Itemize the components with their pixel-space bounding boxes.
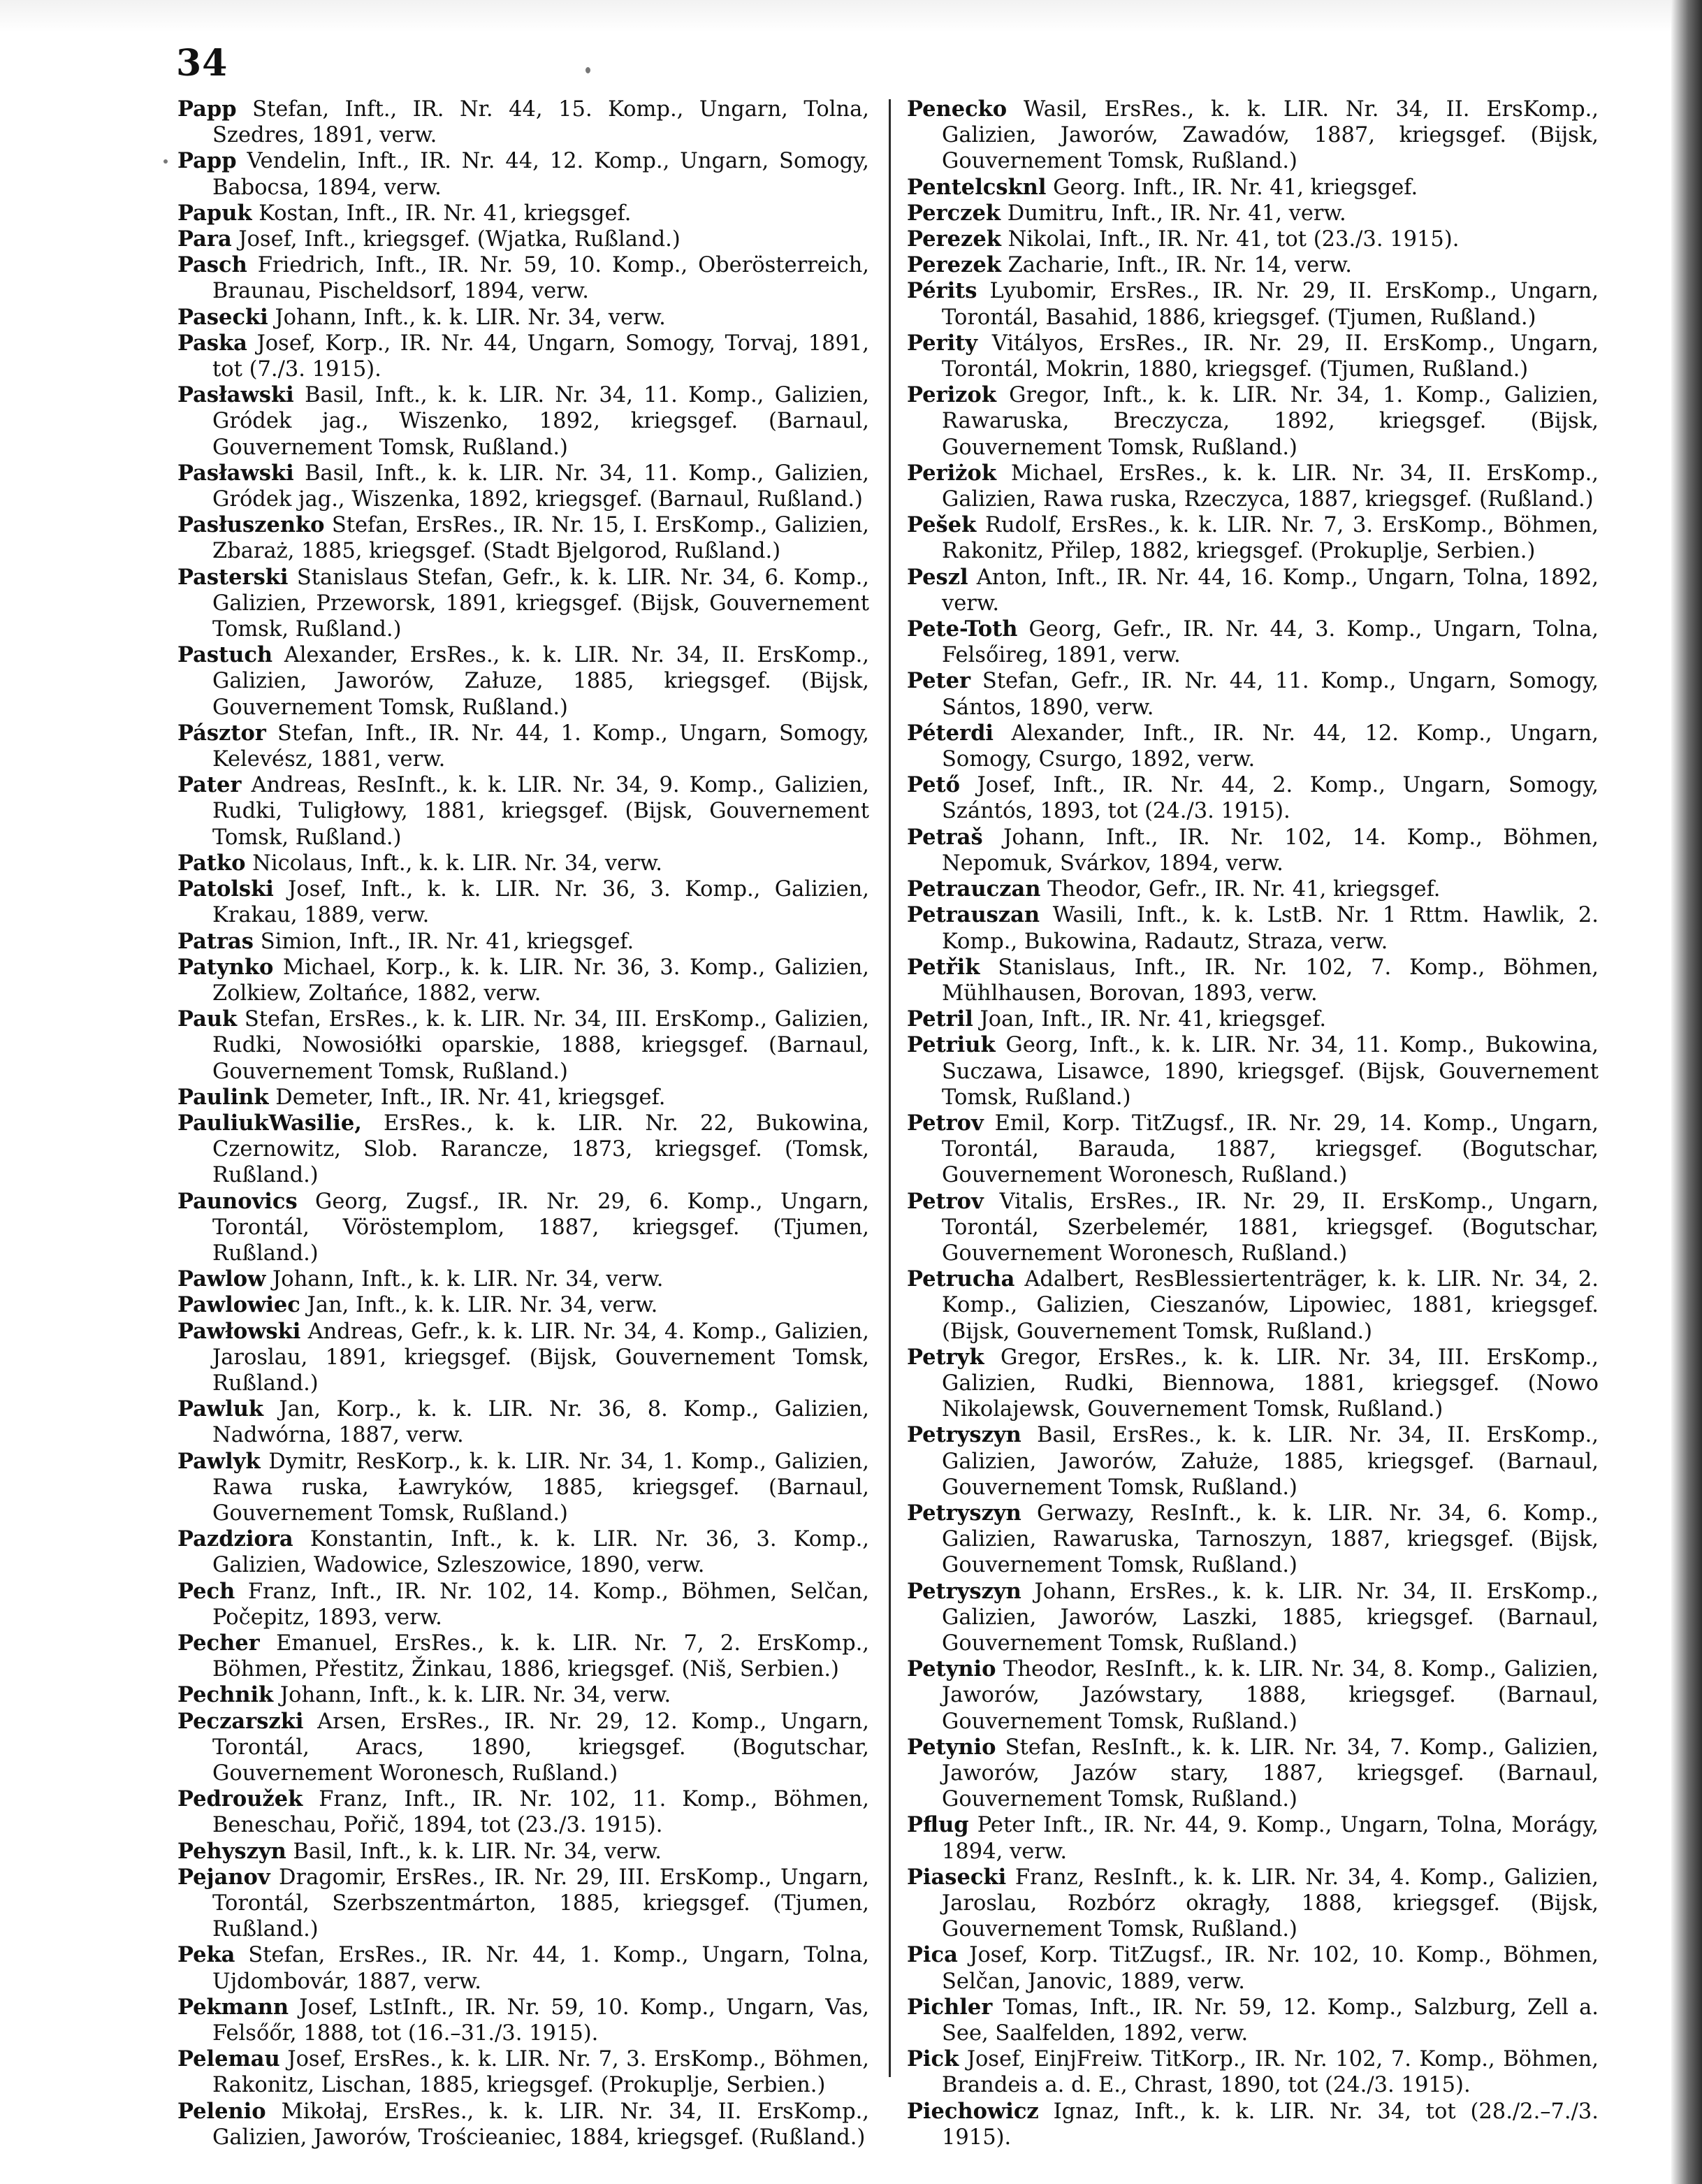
entry-details: Alexander, ErsRes., k. k. LIR. Nr. 34, II. ErsKomp., Galizien, Jaworów, Załuze, 1885, kriegsgef. (Bijsk, Gouvernement Tomsk, Rußland.): [212, 643, 869, 720]
register-entry: [907, 565, 1599, 616]
entry-details: Anton, Inft., IR. Nr. 44, 16. Komp., Ungarn, Tolna, 1892, verw.: [942, 565, 1599, 616]
register-entry: [907, 616, 1599, 668]
entry-details: Andreas, Gefr., k. k. LIR. Nr. 34, 4. Komp., Galizien, Jaroslau, 1891, kriegsgef. (Bijsk, Gouvernement Tomsk, Rußland.): [212, 1319, 869, 1396]
entry-surname: Papp: [177, 96, 237, 122]
register-entry: [177, 1682, 869, 1708]
register-entry: [177, 955, 869, 1006]
entry-details: Josef, Inft., k. k. LIR. Nr. 36, 3. Komp., Galizien, Krakau, 1889, verw.: [212, 877, 869, 928]
entry-details: Johann, Inft., k. k. LIR. Nr. 34, verw.: [279, 1683, 671, 1708]
entry-details: Johann, Inft., k. k. LIR. Nr. 34, verw.: [272, 1267, 664, 1292]
register-entry: [177, 876, 869, 928]
entry-details: Johann, Inft., IR. Nr. 102, 14. Komp., Böhmen, Nepomuk, Svárkov, 1894, verw.: [942, 825, 1599, 876]
register-entry: [177, 226, 869, 252]
entry-surname: Peter: [907, 668, 971, 694]
entry-details: Nicolaus, Inft., k. k. LIR. Nr. 34, verw.: [252, 851, 662, 876]
register-entry: [907, 1865, 1599, 1943]
register-entry: [907, 331, 1599, 382]
entry-surname: Pásztor: [177, 720, 266, 746]
entry-details: Josef, Inft., IR. Nr. 44, 2. Komp., Ungarn, Somogy, Szántós, 1893, tot (24./3. 1915).: [942, 773, 1599, 824]
register-entry: [177, 1006, 869, 1085]
register-entry: [177, 331, 869, 382]
entry-surname: Pasterski: [177, 564, 289, 590]
entry-details: Emil, Korp. TitZugsf., IR. Nr. 29, 14. Komp., Ungarn, Torontál, Barauda, 1887, kriegsgef. (Bogutschar, Gouvernement Woronesch, Rußland.): [942, 1111, 1599, 1188]
entry-surname: Patynko: [177, 954, 274, 980]
register-entry: [177, 512, 869, 564]
entry-surname: Paunovics: [177, 1188, 298, 1214]
entry-surname: Perezek: [907, 252, 1001, 278]
entry-surname: Pawłowski: [177, 1318, 301, 1344]
entry-surname: Pastuch: [177, 642, 273, 668]
register-entry: [907, 902, 1599, 954]
entry-surname: Peka: [177, 1942, 235, 1968]
register-entry: [907, 1500, 1599, 1579]
entry-details: Lyubomir, ErsRes., IR. Nr. 29, II. ErsKomp., Ungarn, Torontál, Basahid, 1886, kriegsgef. (Tjumen, Rußland.): [942, 279, 1599, 330]
register-entry: [177, 1319, 869, 1397]
entry-surname: Pawlyk: [177, 1448, 261, 1474]
entry-surname: Papuk: [177, 200, 252, 226]
entry-surname: Petynio: [907, 1734, 996, 1760]
register-entry: [907, 1032, 1599, 1111]
entry-details: Emanuel, ErsRes., k. k. LIR. Nr. 7, 2. ErsKomp., Böhmen, Přestitz, Žinkau, 1886, kriegsgef. (Niš, Serbien.): [212, 1630, 869, 1682]
scan-speck: [585, 67, 590, 73]
entry-details: Gerwazy, ResInft., k. k. LIR. Nr. 34, 6. Komp., Galizien, Rawaruska, Tarnoszyn, 1887, kriegsgef. (Bijsk, Gouvernement Tomsk, Rußland.): [942, 1500, 1599, 1578]
register-entry: [177, 1396, 869, 1448]
entry-details: Basil, ErsRes., k. k. LIR. Nr. 34, II. ErsKomp., Galizien, Jaworów, Załuże, 1885, kriegsgef. (Barnaul, Gouvernement Tomsk, Rußland.): [942, 1423, 1599, 1500]
entry-details: Josef, ErsRes., k. k. LIR. Nr. 7, 3. ErsKomp., Böhmen, Rakonitz, Lischan, 1885, kriegsgef. (Prokuplje, Serbien.): [212, 2047, 869, 2098]
register-entry: [177, 1085, 869, 1111]
register-entry: [907, 278, 1599, 330]
entry-surname: Perezek: [907, 226, 1001, 252]
entry-details: Adalbert, ResBlessiertenträger, k. k. LIR. Nr. 34, 2. Komp., Galizien, Cieszanów, Lipowiec, 1881, kriegsgef. (Bijsk, Gouvernement Tomsk, Rußland.): [942, 1267, 1599, 1344]
register-entry: [907, 1812, 1599, 1864]
entry-surname: Piechowicz: [907, 2098, 1039, 2124]
register-entry: [177, 1839, 869, 1865]
entry-details: Franz, Inft., IR. Nr. 102, 11. Komp., Böhmen, Beneschau, Pořič, 1894, tot (23./3. 1915).: [212, 1787, 869, 1838]
entry-details: Demeter, Inft., IR. Nr. 41, kriegsgef.: [275, 1085, 666, 1110]
register-entry: [177, 252, 869, 304]
entry-details: Johann, Inft., k. k. LIR. Nr. 34, verw.: [275, 305, 666, 330]
register-entry: [907, 955, 1599, 1006]
entry-surname: Petynio: [907, 1656, 996, 1682]
register-entry: [177, 96, 869, 148]
register-entry: [907, 1995, 1599, 2046]
entry-details: Stefan, Gefr., IR. Nr. 44, 11. Komp., Ungarn, Somogy, Sántos, 1890, verw.: [942, 669, 1599, 720]
register-entry: [907, 1735, 1599, 1813]
register-entry: [177, 851, 869, 876]
register-entry: [177, 642, 869, 721]
entry-details: Franz, Inft., IR. Nr. 102, 14. Komp., Böhmen, Selčan, Počepitz, 1893, verw.: [212, 1579, 870, 1630]
register-entry: [907, 1345, 1599, 1423]
entry-details: Michael, ErsRes., k. k. LIR. Nr. 34, II. ErsKomp., Galizien, Rawa ruska, Rzeczyca, 1887, kriegsgef. (Rußland.): [942, 461, 1599, 512]
entry-details: Konstantin, Inft., k. k. LIR. Nr. 36, 3. Komp., Galizien, Wadowice, Szleszowice, 1890, verw.: [212, 1527, 869, 1578]
entry-surname: Pentelcsknl: [907, 174, 1047, 200]
entry-details: Simion, Inft., IR. Nr. 41, kriegsgef.: [260, 929, 634, 954]
entry-details: Georg, Inft., k. k. LIR. Nr. 34, 11. Komp., Bukowina, Suczawa, Lisawce, 1890, kriegsgef. (Bijsk, Gouvernement Tomsk, Rußland.): [942, 1033, 1599, 1110]
entry-details: Gregor, ErsRes., k. k. LIR. Nr. 34, III. ErsKomp., Galizien, Rudki, Biennowa, 1881, kriegsgef. (Nowo Nikolajewsk, Gouvernement Tomsk, Rußland.): [942, 1345, 1599, 1422]
entry-surname: Petryszyn: [907, 1578, 1021, 1604]
entry-details: Josef, Inft., kriegsgef. (Wjatka, Rußland.): [238, 227, 681, 252]
register-entry: [177, 1579, 869, 1630]
entry-details: Andreas, ResInft., k. k. LIR. Nr. 34, 9. Komp., Galizien, Rudki, Tuligłowy, 1881, kriegsgef. (Bijsk, Gouvernement Tomsk, Rußland.): [212, 773, 869, 850]
entry-surname: Penecko: [907, 96, 1008, 122]
entry-surname: Papp: [177, 148, 237, 174]
entry-details: Georg. Inft., IR. Nr. 41, kriegsgef.: [1053, 175, 1418, 200]
entry-details: Peter Inft., IR. Nr. 44, 9. Komp., Ungarn, Tolna, Morágy, 1894, verw.: [942, 1813, 1599, 1864]
entry-surname: Petryk: [907, 1344, 984, 1370]
register-entry: [177, 1942, 869, 1994]
entry-details: Gregor, Inft., k. k. LIR. Nr. 34, 1. Komp., Galizien, Rawaruska, Breczycza, 1892, kriegsgef. (Bijsk, Gouvernement Tomsk, Rußland.): [942, 383, 1599, 460]
register-entry: [907, 876, 1599, 902]
entry-details: Jan, Korp., k. k. LIR. Nr. 36, 8. Komp., Galizien, Nadwórna, 1887, verw.: [212, 1397, 869, 1448]
entry-details: Friedrich, Inft., IR. Nr. 59, 10. Komp., Oberösterreich, Braunau, Pischeldsorf, 1894, verw.: [212, 253, 869, 304]
register-entry: [177, 201, 869, 226]
entry-details: Basil, Inft., k. k. LIR. Nr. 34, 11. Komp., Galizien, Gródek jag., Wiszenka, 1892, kriegsgef. (Barnaul, Rußland.): [212, 461, 869, 512]
register-entry: [907, 96, 1599, 175]
register-entry: [177, 1292, 869, 1318]
register-entry: [177, 148, 869, 200]
entry-surname: Pech: [177, 1578, 235, 1604]
entry-surname: Peczarszki: [177, 1708, 304, 1734]
entry-surname: Patras: [177, 928, 254, 954]
register-entry: [177, 565, 869, 643]
entry-details: Stefan, ErsRes., k. k. LIR. Nr. 34, III. ErsKomp., Galizien, Rudki, Nowosiółki oparskie, 1888, kriegsgef. (Barnaul, Gouvernement Tomsk, Rußland.): [212, 1007, 869, 1084]
register-entry: [907, 512, 1599, 564]
register-entry: [907, 1006, 1599, 1032]
register-entry: [177, 382, 869, 461]
register-entry: [907, 1189, 1599, 1267]
entry-surname: Pedroužek: [177, 1786, 303, 1812]
entry-details: Joan, Inft., IR. Nr. 41, kriegsgef.: [980, 1007, 1327, 1032]
register-entry: [177, 721, 869, 772]
entry-details: Stefan, ErsRes., IR. Nr. 44, 1. Komp., Ungarn, Tolna, Ujdombovár, 1887, verw.: [212, 1943, 869, 1994]
entry-surname: Petril: [907, 1006, 973, 1032]
entry-details: Kostan, Inft., IR. Nr. 41, kriegsgef.: [259, 201, 632, 226]
column-divider: [889, 99, 891, 2077]
entry-surname: Petriuk: [907, 1032, 996, 1058]
entry-details: Josef, LstInft., IR. Nr. 59, 10. Komp., Ungarn, Vas, Felsőőr, 1888, tot (16.–31./3. 1915).: [212, 1995, 869, 2046]
entry-surname: Pete-Toth: [907, 616, 1018, 642]
register-entry: [177, 929, 869, 955]
entry-details: ErsRes., k. k. LIR. Nr. 22, Bukowina, Czernowitz, Slob. Rarancze, 1873, kriegsgef. (Tomsk, Rußland.): [212, 1111, 869, 1188]
entry-surname: Periżok: [907, 460, 996, 486]
entry-surname: Paulink: [177, 1084, 269, 1110]
entry-surname: Petrauczan: [907, 876, 1041, 902]
entry-details: Franz, ResInft., k. k. LIR. Nr. 34, 4. Komp., Galizien, Jaroslau, Rozbórz okragły, 1888, kriegsgef. (Bijsk, Gouvernement Tomsk, Rußland.): [942, 1865, 1599, 1942]
entry-details: Zacharie, Inft., IR. Nr. 14, verw.: [1008, 253, 1352, 278]
entry-details: Mikołaj, ErsRes., k. k. LIR. Nr. 34, II. ErsKomp., Galizien, Jaworów, Trościeaniec, 1884, kriegsgef. (Rußland.): [212, 2099, 869, 2150]
entry-details: Stefan, ErsRes., IR. Nr. 15, I. ErsKomp., Galizien, Zbaraż, 1885, kriegsgef. (Stadt Bjelgorod, Rußland.): [212, 513, 869, 564]
entry-details: Wasili, Inft., k. k. LstB. Nr. 1 Rttm. Hawlik, 2. Komp., Bukowina, Radautz, Straza, verw.: [942, 903, 1599, 954]
right-column: [907, 96, 1599, 2150]
entry-surname: Pawlowiec: [177, 1292, 300, 1318]
entry-details: Rudolf, ErsRes., k. k. LIR. Nr. 7, 3. ErsKomp., Böhmen, Rakonitz, Přilep, 1882, kriegsgef. (Prokuplje, Serbien.): [942, 513, 1599, 564]
entry-details: Vitalis, ErsRes., IR. Nr. 29, II. ErsKomp., Ungarn, Torontál, Szerbelemér, 1881, kriegsgef. (Bogutschar, Gouvernement Woronesch, Rußland.): [942, 1189, 1599, 1266]
entry-surname: Pasecki: [177, 304, 268, 330]
register-entry: [907, 175, 1599, 201]
entry-surname: Péterdi: [907, 720, 994, 746]
entry-details: Josef, Korp., IR. Nr. 44, Ungarn, Somogy, Torvaj, 1891, tot (7./3. 1915).: [212, 331, 870, 382]
register-entry: [907, 1656, 1599, 1735]
entry-surname: Paska: [177, 330, 247, 356]
page-number: 34: [176, 42, 228, 85]
entry-details: Vendelin, Inft., IR. Nr. 44, 12. Komp., Ungarn, Somogy, Babocsa, 1894, verw.: [212, 149, 869, 200]
register-entry: [177, 1111, 869, 1189]
scan-speck: [163, 159, 168, 164]
entry-surname: Para: [177, 226, 232, 252]
entry-surname: Petrov: [907, 1188, 984, 1214]
entry-details: Theodor, ResInft., k. k. LIR. Nr. 34, 8. Komp., Galizien, Jaworów, Jazówstary, 1888, kriegsgef. (Barnaul, Gouvernement Tomsk, Rußland.): [942, 1657, 1599, 1734]
entry-details: Tomas, Inft., IR. Nr. 59, 12. Komp., Salzburg, Zell a. See, Saalfelden, 1892, verw.: [942, 1995, 1599, 2046]
register-entry: [907, 721, 1599, 772]
entry-details: Josef, Korp. TitZugsf., IR. Nr. 102, 10. Komp., Böhmen, Selčan, Janovic, 1889, verw.: [942, 1943, 1599, 1994]
register-entry: [907, 1942, 1599, 1994]
register-entry: [907, 1579, 1599, 1657]
entry-details: Dumitru, Inft., IR. Nr. 41, verw.: [1007, 201, 1346, 226]
register-entry: [907, 1266, 1599, 1345]
entry-surname: Pasławski: [177, 460, 294, 486]
register-entry: [907, 226, 1599, 252]
entry-surname: Pawluk: [177, 1396, 264, 1422]
register-entry: [907, 201, 1599, 226]
register-entry: [907, 825, 1599, 876]
entry-surname: PauliukWasilie,: [177, 1110, 362, 1136]
scan-right-edge-shadow: [1671, 0, 1702, 2184]
entry-surname: Perity: [907, 330, 977, 356]
entry-surname: Petrauszan: [907, 902, 1040, 928]
register-entry: [177, 2099, 869, 2150]
register-entry: [907, 382, 1599, 461]
entry-surname: Pauk: [177, 1006, 238, 1032]
entry-surname: Pető: [907, 772, 960, 798]
register-entry: [907, 2099, 1599, 2150]
entry-surname: Pejanov: [177, 1864, 270, 1890]
entry-surname: Pešek: [907, 512, 977, 538]
register-entry: [907, 1111, 1599, 1189]
register-entry: [177, 1709, 869, 1787]
entry-surname: Pelemau: [177, 2046, 280, 2072]
register-entry: [907, 1422, 1599, 1500]
entry-surname: Pekmann: [177, 1994, 289, 2020]
entry-surname: Pazdziora: [177, 1526, 293, 1552]
entry-surname: Petryszyn: [907, 1422, 1021, 1448]
entry-surname: Pica: [907, 1942, 958, 1968]
entry-details: Basil, Inft., k. k. LIR. Nr. 34, 11. Komp., Galizien, Gródek jag., Wiszenko, 1892, kriegsgef. (Barnaul, Gouvernement Tomsk, Rußland.): [212, 383, 869, 460]
entry-surname: Pehyszyn: [177, 1838, 286, 1864]
register-entry: [907, 772, 1599, 824]
entry-details: Johann, ErsRes., k. k. LIR. Nr. 34, II. ErsKomp., Galizien, Jaworów, Laszki, 1885, kriegsgef. (Barnaul, Gouvernement Tomsk, Rußland.): [942, 1579, 1599, 1656]
entry-surname: Pasłuszenko: [177, 512, 325, 538]
entry-surname: Petraš: [907, 824, 983, 850]
entry-details: Nikolai, Inft., IR. Nr. 41, tot (23./3. 1915).: [1008, 227, 1460, 252]
entry-surname: Petryszyn: [907, 1500, 1021, 1526]
entry-surname: Pick: [907, 2046, 959, 2072]
register-entry: [177, 1189, 869, 1267]
entry-surname: Petrov: [907, 1110, 984, 1136]
register-entry: [177, 305, 869, 331]
register-entry: [177, 1786, 869, 1838]
entry-details: Georg, Zugsf., IR. Nr. 29, 6. Komp., Ungarn, Torontál, Vöröstemplom, 1887, kriegsgef. (Tjumen, Rußland.): [212, 1189, 869, 1266]
entry-surname: Patko: [177, 850, 246, 876]
entry-surname: Pichler: [907, 1994, 993, 2020]
entry-details: Dymitr, ResKorp., k. k. LIR. Nr. 34, 1. Komp., Galizien, Rawa ruska, Ławryków, 1885, kriegsgef. (Barnaul, Gouvernement Tomsk, Rußland.): [212, 1449, 869, 1526]
register-entry: [177, 1865, 869, 1943]
register-entry: [907, 461, 1599, 512]
entry-details: Stefan, ResInft., k. k. LIR. Nr. 34, 7. Komp., Galizien, Jaworów, Jazów stary, 1887, kriegsgef. (Barnaul, Gouvernement Tomsk, Rußland.): [942, 1735, 1599, 1812]
register-entry: [177, 1995, 869, 2046]
entry-details: Theodor, Gefr., IR. Nr. 41, kriegsgef.: [1047, 877, 1441, 902]
entry-details: Alexander, Inft., IR. Nr. 44, 12. Komp., Ungarn, Somogy, Csurgo, 1892, verw.: [942, 721, 1599, 772]
register-entry: [907, 2046, 1599, 2098]
register-entry: [907, 668, 1599, 720]
entry-surname: Pater: [177, 772, 242, 798]
entry-surname: Patolski: [177, 876, 274, 902]
entry-details: Arsen, ErsRes., IR. Nr. 29, 12. Komp., Ungarn, Torontál, Aracs, 1890, kriegsgef. (Bogutschar, Gouvernement Woronesch, Rußland.): [212, 1709, 869, 1786]
register-entry: [177, 772, 869, 851]
entry-surname: Pelenio: [177, 2098, 266, 2124]
register-entry: [177, 1266, 869, 1292]
register-entry: [907, 252, 1599, 278]
entry-details: Dragomir, ErsRes., IR. Nr. 29, III. ErsKomp., Ungarn, Torontál, Szerbszentmárton, 1885, kriegsgef. (Tjumen, Rußland.): [212, 1865, 869, 1942]
entry-surname: Pflug: [907, 1812, 969, 1838]
entry-details: Stanislaus Stefan, Gefr., k. k. LIR. Nr. 34, 6. Komp., Galizien, Przeworsk, 1891, kriegsgef. (Bijsk, Gouvernement Tomsk, Rußland.): [212, 565, 870, 642]
entry-details: Vitályos, ErsRes., IR. Nr. 29, II. ErsKomp., Ungarn, Torontál, Mokrin, 1880, kriegsgef. (Tjumen, Rußland.): [942, 331, 1599, 382]
entry-surname: Perizok: [907, 382, 996, 408]
entry-details: Georg, Gefr., IR. Nr. 44, 3. Komp., Ungarn, Tolna, Felsőireg, 1891, verw.: [942, 617, 1599, 668]
entry-surname: Perczek: [907, 200, 1001, 226]
entry-details: Ignaz, Inft., k. k. LIR. Nr. 34, tot (28./2.–7./3. 1915).: [942, 2099, 1599, 2150]
entry-surname: Pawlow: [177, 1266, 266, 1292]
entry-details: Stanislaus, Inft., IR. Nr. 102, 7. Komp., Böhmen, Mühlhausen, Borovan, 1893, verw.: [942, 955, 1599, 1006]
register-entry: [177, 1526, 869, 1578]
entry-surname: Pasławski: [177, 382, 294, 408]
register-entry: [177, 1449, 869, 1527]
register-entry: [177, 461, 869, 512]
entry-surname: Pechnik: [177, 1682, 274, 1708]
entry-details: Josef, EinjFreiw. TitKorp., IR. Nr. 102, 7. Komp., Böhmen, Brandeis a. d. E., Chrast, 1890, tot (24./3. 1915).: [942, 2047, 1599, 2098]
register-entry: [177, 2046, 869, 2098]
entry-surname: Petřik: [907, 954, 980, 980]
left-column: [177, 96, 869, 2150]
entry-surname: Périts: [907, 278, 977, 304]
entry-details: Stefan, Inft., IR. Nr. 44, 1. Komp., Ungarn, Somogy, Kelevész, 1881, verw.: [212, 721, 870, 772]
register-entry: [177, 1630, 869, 1682]
entry-surname: Petrucha: [907, 1266, 1015, 1292]
scan-top-shading: [0, 0, 1702, 32]
entry-details: Jan, Inft., k. k. LIR. Nr. 34, verw.: [307, 1293, 658, 1318]
entry-surname: Pecher: [177, 1630, 260, 1656]
entry-surname: Peszl: [907, 564, 968, 590]
entry-details: Wasil, ErsRes., k. k. LIR. Nr. 34, II. ErsKomp., Galizien, Jaworów, Zawadów, 1887, kriegsgef. (Bijsk, Gouvernement Tomsk, Rußland.): [942, 97, 1599, 174]
entry-surname: Piasecki: [907, 1864, 1007, 1890]
entry-details: Basil, Inft., k. k. LIR. Nr. 34, verw.: [293, 1839, 662, 1864]
entry-details: Michael, Korp., k. k. LIR. Nr. 36, 3. Komp., Galizien, Zolkiew, Zoltańce, 1882, verw.: [212, 955, 869, 1006]
entry-details: Stefan, Inft., IR. Nr. 44, 15. Komp., Ungarn, Tolna, Szedres, 1891, verw.: [212, 97, 869, 148]
entry-surname: Pasch: [177, 252, 247, 278]
